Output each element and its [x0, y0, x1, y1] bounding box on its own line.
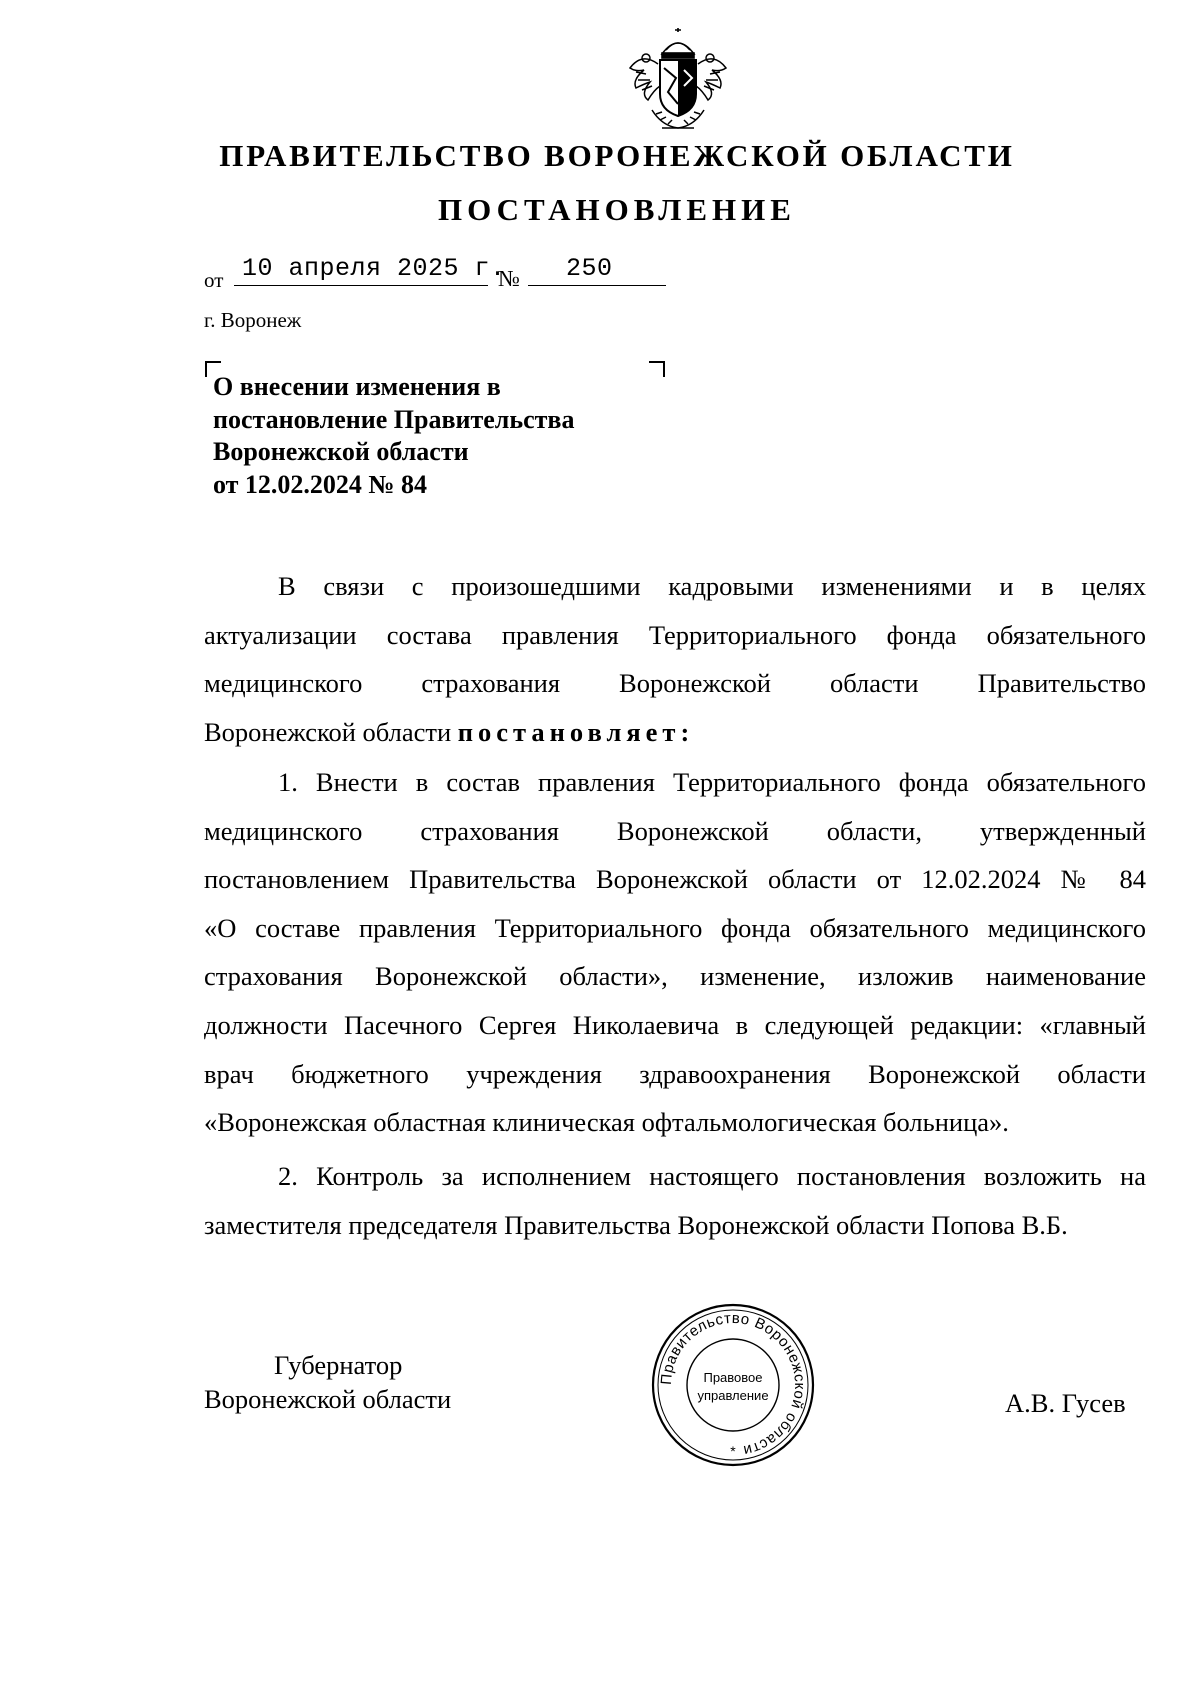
preamble-paragraph — [204, 562, 1146, 756]
body-line: должности Пасечного Сергея Николаевича в следующей редакции: «главный — [204, 1009, 1146, 1040]
stamp-center-line: управление — [697, 1388, 769, 1403]
document-number: 250 — [528, 254, 666, 286]
number-label: № — [498, 266, 520, 291]
subject-corner-right — [649, 361, 665, 377]
body-line: актуализации состава правления Территориального фонда обязательного — [204, 619, 1146, 650]
government-title: ПРАВИТЕЛЬСТВО ВОРОНЕЖСКОЙ ОБЛАСТИ — [219, 138, 1015, 173]
legal-department-stamp — [648, 1300, 818, 1470]
body-line: врач бюджетного учреждения здравоохранения Воронежской области — [204, 1058, 1146, 1089]
body-line: «Воронежская областная клиническая офтальмологическая больница». — [204, 1107, 1009, 1138]
document-subject — [213, 371, 574, 501]
date-prefix-label: от — [204, 268, 224, 292]
item-2-paragraph — [204, 1152, 1146, 1249]
body-line — [204, 708, 1146, 757]
body-line: «О составе правления Территориального фонда обязательного медицинского — [204, 912, 1146, 943]
position-line: Губернатор — [274, 1350, 403, 1380]
subject-line: от 12.02.2024 № 84 — [213, 469, 428, 499]
body-line: В связи с произошедшими кадровыми изменениями и в целях — [278, 571, 1146, 601]
city-label: г. Воронеж — [204, 308, 302, 332]
document-date: 10 апреля 2025 г. — [234, 254, 488, 286]
body-line: постановлением Правительства Воронежской области от 12.02.2024 № 84 — [204, 864, 1146, 895]
subject-line: Воронежской области — [213, 437, 469, 466]
body-line: 2. Контроль за исполнением настоящего постановления возложить на — [278, 1161, 1146, 1191]
body-line: заместителя председателя Правительства Воронежской области Попова В.Б. — [204, 1209, 1068, 1240]
decides-phrase: постановляет: — [457, 716, 695, 747]
body-line: медицинского страхования Воронежской области, утвержденный — [204, 815, 1146, 846]
subject-line: постановление Правительства — [213, 404, 575, 434]
coat-of-arms-emblem — [622, 28, 734, 132]
stamp-ring-text: Правительство Воронежской области — [657, 1309, 809, 1460]
stamp-star: * — [730, 1443, 736, 1459]
subject-line: О внесении изменения в — [213, 372, 501, 401]
signatory-name: А.В. Гусев — [1005, 1388, 1126, 1418]
signatory-position — [204, 1348, 451, 1416]
body-line: страхования Воронежской области», изменение, изложив наименование — [204, 961, 1146, 992]
item-1-paragraph — [204, 758, 1146, 1147]
body-line: 1. Внести в состав правления Территориального фонда обязательного — [278, 767, 1146, 797]
stamp-center-line: Правовое — [703, 1370, 763, 1385]
body-line: медицинского страхования Воронежской области Правительство — [204, 668, 1146, 699]
preamble-tail: Воронежской области — [204, 716, 452, 747]
document-type-title: ПОСТАНОВЛЕНИЕ — [438, 192, 796, 227]
position-line: Воронежской области — [204, 1384, 452, 1414]
